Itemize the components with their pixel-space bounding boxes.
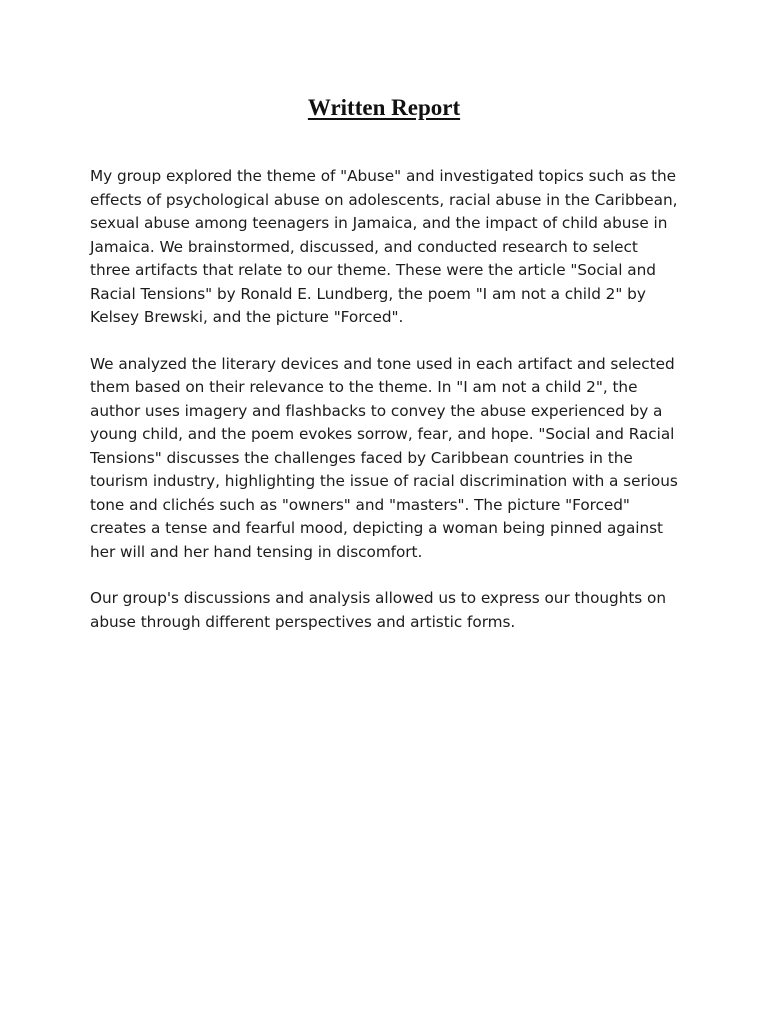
paragraph-conclusion: Our group's discussions and analysis allowed us to express our thoughts on abuse through different perspectives and artistic forms. bbox=[90, 589, 666, 631]
paragraph-analysis: We analyzed the literary devices and tone used in each artifact and selected them based on their relevance to the theme. In "I am not a child 2", the author uses imagery and flashbacks to convey the abuse experienced by a young child, and the poem evokes sorrow, fear, and hope. "Social and Racial Tensions" discusses the challenges faced by Caribbean countries in the tourism industry, highlighting the issue of racial discrimination with a serious tone and clichés such as "owners" and "masters". The picture "Forced" creates a tense and fearful mood, depicting a woman being pinned against her will and her hand tensing in discomfort. bbox=[90, 354, 678, 561]
paragraph-intro: My group explored the theme of "Abuse" and investigated topics such as the effects of psychological abuse on adolescents, racial abuse in the Caribbean, sexual abuse among teenagers in Jamaica, and the impact of child abuse in Jamaica. We brainstormed, discussed, and conducted research to select three artifacts that relate to our theme. These were the article "Social and Racial Tensions" by Ronald E. Lundberg, the poem "I am not a child 2" by Kelsey Brewski, and the picture "Forced". bbox=[90, 167, 678, 326]
page-title: Written Report bbox=[307, 95, 461, 120]
